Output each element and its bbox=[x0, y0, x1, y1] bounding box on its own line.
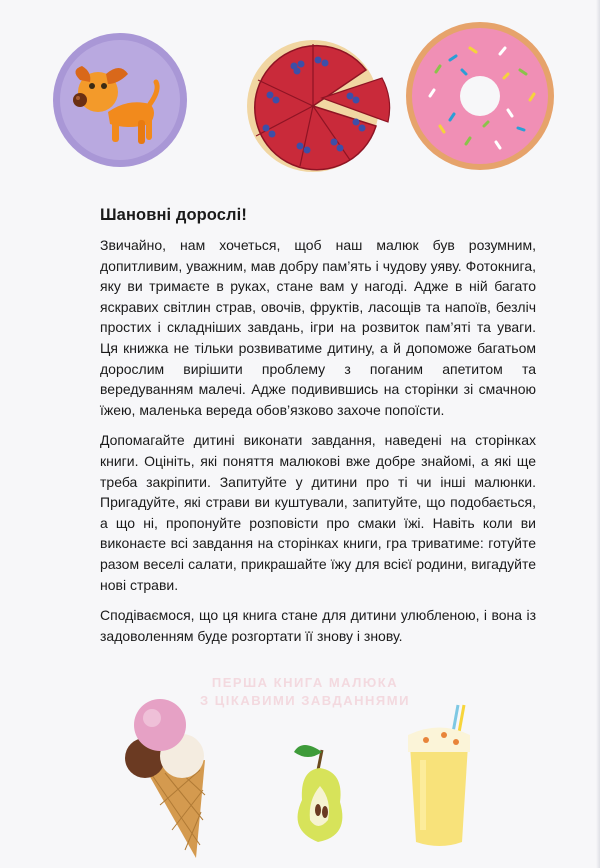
top-food-images bbox=[0, 0, 600, 200]
bottom-food-images bbox=[0, 690, 600, 868]
watermark-line-2: З ЦІКАВИМИ ЗАВДАННЯМИ bbox=[200, 693, 410, 708]
paragraph-help: Допомагайте дитині виконати завдання, наведені на сторінках книги. Оцініть, які поняття малюкові вже добре знайомі, а які ще треба закріпити. Запитуйте у дитини про ті чи інші малюнки. Пригадуйте, які страви ви куштували, запитуйте, що подобається, а що ні, пропонуйте розповісти про смаки їжі. Навіть коли ви виконаєте всі завдання на сторінках книги, гра триватиме: готуйте разом веселі салати, прикрашайте їжу для всієї родини, вигадуйте нові страви. bbox=[100, 432, 536, 593]
pear-image bbox=[294, 745, 342, 842]
ice-cream-cone-image bbox=[125, 699, 205, 858]
paragraph-intro: Звичайно, нам хочеться, щоб наш малюк був розумним, допитливим, уважним, мав добру пам’ять і чудову уяву. Фотокнига, яку ви тримаєте в руках, стане вам у нагоді. Адже в ній багато яскравих світлин страв, овочів, фруктів, ласощів та напоїв, безліч простих і складніших завдань, ігри на розвиток пам’яті та уваги. Ця книжка не тільки розвиватиме дитину, а й допоможе багатьом дорослим вирішити проблему з поганим апетитом та вередуванням малечі. Адже подивившись на сторінки зі смачною їжею, маленька вереда обов’язково захоче попоїсти. bbox=[100, 237, 536, 418]
page-edge-shadow bbox=[596, 0, 600, 868]
paragraph-closing: Сподіваємося, що ця книга стане для дитини улюбленою, і вона із задоволенням буде розгортати її знову і знову. bbox=[100, 607, 536, 644]
page-heading: Шановні дорослі! bbox=[100, 206, 247, 224]
watermark-line-1: ПЕРША КНИГА МАЛЮКА bbox=[211, 675, 399, 690]
berry-pie-image bbox=[247, 40, 390, 172]
dog-food-art-image bbox=[53, 33, 187, 167]
milkshake-image bbox=[408, 705, 470, 846]
pink-donut-image bbox=[406, 22, 554, 170]
intro-text-block bbox=[100, 206, 536, 656]
